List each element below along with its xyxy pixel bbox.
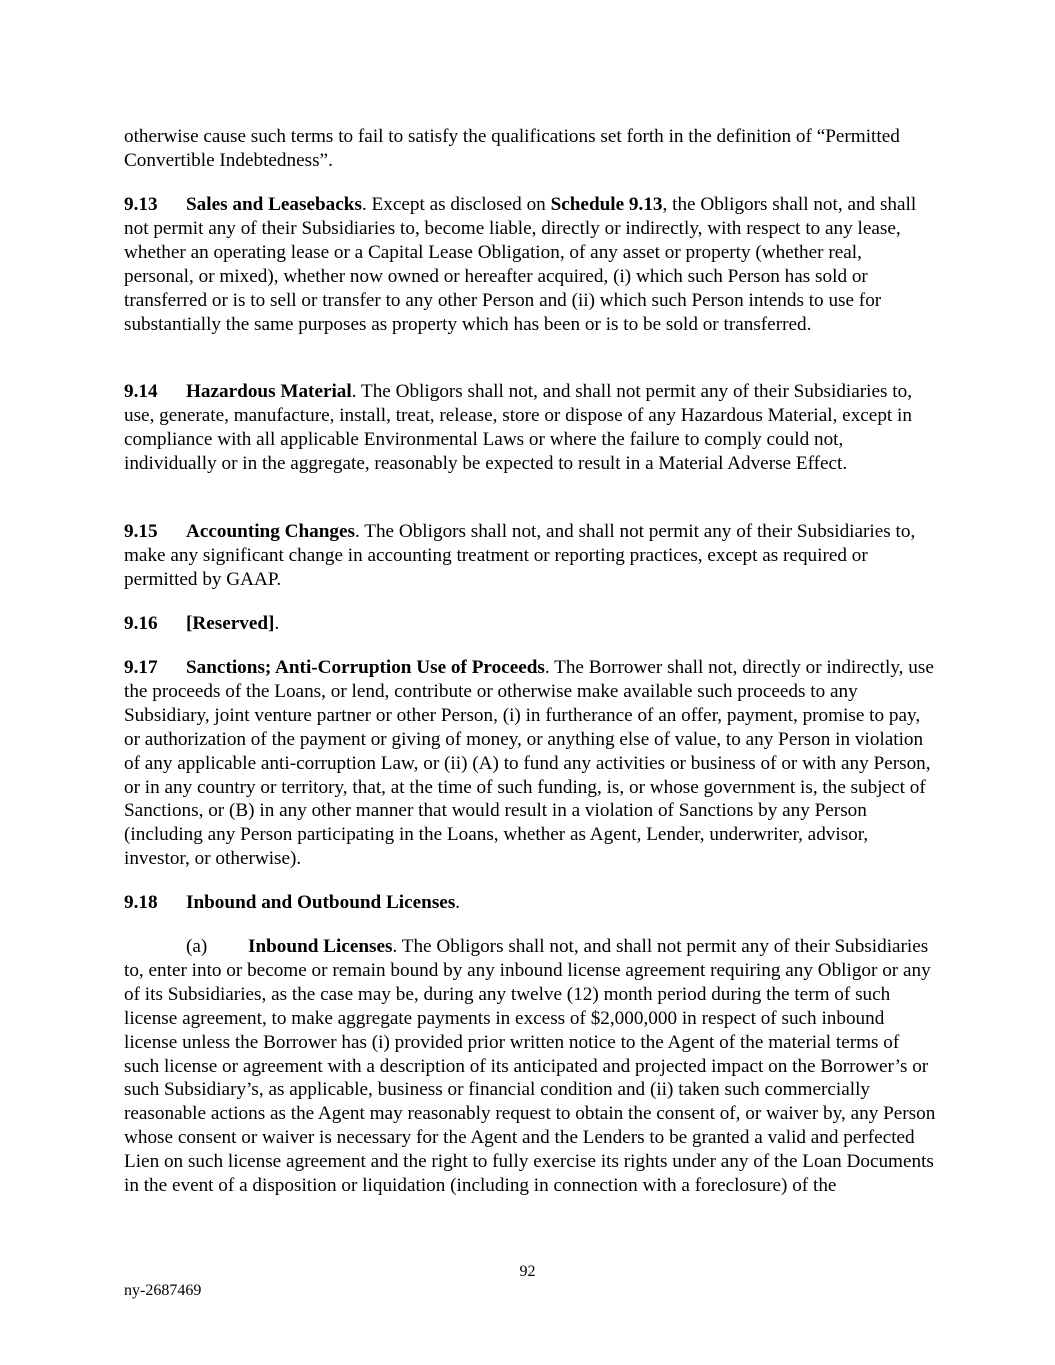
- carryover-text: otherwise cause such terms to fail to satisfy the qualifications set forth in the definition of “Permitted Convertible Indebtedness”.: [124, 126, 900, 171]
- document-id: ny-2687469: [124, 1282, 202, 1299]
- indent-spacer: [124, 936, 186, 957]
- schedule-reference: Schedule 9.13: [550, 194, 663, 215]
- section-title: Sanctions; Anti-Corruption Use of Proceeds: [186, 657, 545, 678]
- page-number: 92: [519, 1263, 536, 1280]
- carryover-paragraph: [124, 125, 936, 173]
- section-title: Sales and Leasebacks: [186, 194, 362, 215]
- section-body: .: [274, 613, 280, 634]
- section-9-18-a: [124, 935, 936, 1198]
- section-title: Inbound and Outbound Licenses: [186, 892, 456, 913]
- section-9-13: [124, 193, 936, 336]
- section-body: , the Obligors shall not, and shall not permit any of their Subsidiaries to, become liable, directly or indirectly, with respect to any lease, whether an operating lease or a Capital Lease Obligation, of any asset or property (whether real, personal, or mixed), whether now owned or hereafter acquired, (i) which such Person has sold or transferred or is to sell or transfer to any other Person and (ii) which such Person intends to use for substantially the same purposes as property which has been or is to be sold or transferred.: [124, 194, 917, 335]
- section-number: 9.14: [124, 381, 158, 402]
- section-9-15: [124, 520, 936, 592]
- section-number: 9.13: [124, 194, 158, 215]
- section-number: 9.17: [124, 657, 158, 678]
- section-9-14: [124, 380, 936, 476]
- section-title: Hazardous Material: [186, 381, 352, 402]
- section-number: 9.15: [124, 521, 158, 542]
- subsection-label: (a): [186, 936, 208, 957]
- section-body: .: [455, 892, 461, 913]
- section-title: [Reserved]: [186, 613, 275, 634]
- section-9-17: [124, 656, 936, 871]
- section-number: 9.18: [124, 892, 158, 913]
- section-body: . The Obligors shall not, and shall not permit any of their Subsidiaries to, use, generate, manufacture, install, treat, release, store or dispose of any Hazardous Material, except in compliance with all applicable Environmental Laws or where the failure to comply could not, individually or in the aggregate, reasonably be expected to result in a Material Adverse Effect.: [124, 381, 913, 474]
- section-body: . The Obligors shall not, and shall not permit any of their Subsidiaries to, make any significant change in accounting treatment or reporting practices, except as required or permitted by GAAP.: [124, 521, 916, 590]
- section-9-16: [124, 612, 936, 636]
- section-number: 9.16: [124, 613, 158, 634]
- section-body: . The Borrower shall not, directly or indirectly, use the proceeds of the Loans, or lend, contribute or otherwise make available such proceeds to any Subsidiary, joint venture partner or other Person, (i) in furtherance of an offer, payment, promise to pay, or authorization of the payment or giving of money, or anything else of value, to any Person in violation of any applicable anti-corruption Law, or (ii) (A) to fund any activities or business of or with any Person, or in any country or territory, that, at the time of such funding, is, or whose government is, the subject of Sanctions, or (B) in any other manner that would result in a violation of Sanctions by any Person (including any Person participating in the Loans, whether as Agent, Lender, underwriter, advisor, investor, or otherwise).: [124, 657, 934, 870]
- section-title: Accounting Changes: [186, 521, 355, 542]
- section-lead-text: . Except as disclosed on: [361, 194, 551, 215]
- subsection-title: Inbound Licenses: [248, 936, 393, 957]
- section-9-18: [124, 891, 936, 915]
- subsection-body: . The Obligors shall not, and shall not permit any of their Subsidiaries to, enter into or become or remain bound by any inbound license agreement requiring any Obligor or any of its Subsidiaries, as the case may be, during any twelve (12) month period during the term of such license agreement, to make aggregate payments in excess of $2,000,000 in respect of such inbound license unless the Borrower has (i) provided prior written notice to the Agent of the material terms of such license or agreement with a description of its anticipated and projected impact on the Borrower’s or such Subsidiary’s, as applicable, business or financial condition and (ii) taken such commercially reasonable actions as the Agent may reasonably request to obtain the consent of, or waiver by, any Person whose consent or waiver is necessary for the Agent and the Lenders to be granted a valid and perfected Lien on such license agreement and the right to fully exercise its rights under any of the Loan Documents in the event of a disposition or liquidation (including in connection with a foreclosure) of the: [124, 936, 936, 1197]
